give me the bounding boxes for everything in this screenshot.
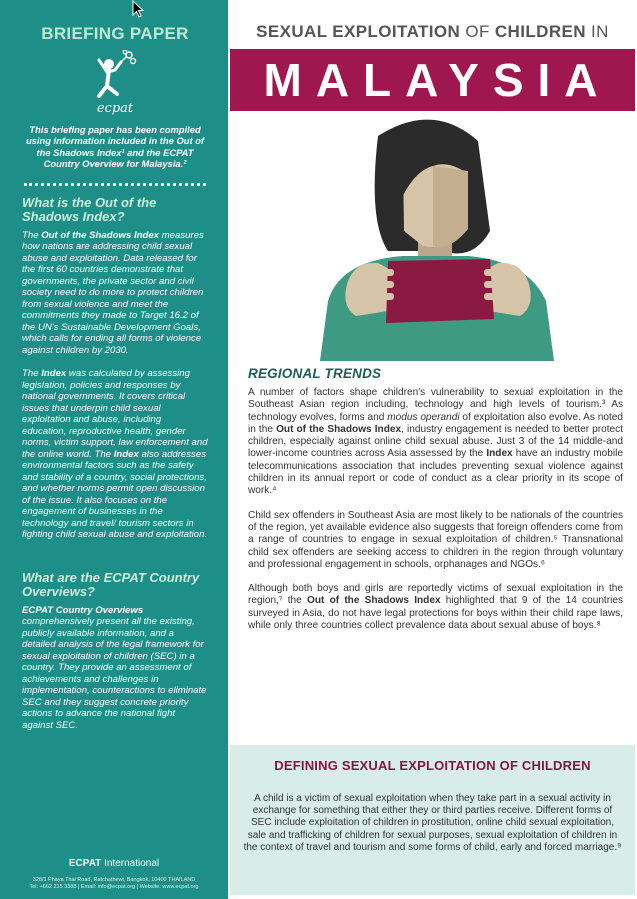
sidebar [0, 0, 228, 899]
headline: SEXUAL EXPLOITATION OF CHILDREN IN [256, 22, 609, 41]
defining-heading: DEFINING SEXUAL EXPLOITATION OF CHILDREN [274, 758, 591, 773]
ecpat-logo [22, 50, 208, 120]
overviews-paragraph: ECPAT Country Overviews comprehensively present all the existing, publicly available information, and a detailed analysis of the legal framework for sexual exploitation of children (SEC) in a country. They provide an assessment of achievements and challenges in implementation, counteractions to eliminate SEC and they suggest concrete priority actions to advance the national fight against SEC. [22, 604, 207, 731]
logo-text: ecpat [96, 101, 134, 116]
sidebar-footer [0, 858, 228, 891]
mouse-pointer-icon [132, 0, 146, 18]
regional-trends-section [248, 366, 623, 632]
oots-paragraph-1: The Out of the Shadows Index measures how nations are addressing child sexual abuse and exploitation. Data released for the first 60 countries demonstrate that governments, the private sector and civil society need to do more to protect children from sexual violence and meet the commitments they made to Target 16.2 of the UN's Sustainable Development Goals, which calls for ending all forms of violence against children by 2030. [22, 229, 204, 356]
defining-sec-box [230, 745, 635, 895]
regional-paragraph-2: Child sex offenders in Southeast Asia are most likely to be nationals of the countries of the region, yet available evidence also suggests that foreign offenders come from a range of countries to engage in sexual exploitation of children.⁵ Transnational child sex offenders are seeking access to children in the region through voluntary and professional engagement in schools, orphanages and NGOs.⁶ [248, 509, 623, 570]
org-address: 328/1 Phaya Thai Road, Ratchathewi, Bangkok, 10400 THAILAND Tel: +662 215 3388 | Email: info@ecpat.org | Website: www.ecpat.org [29, 877, 199, 890]
ecpat-logo-icon [85, 50, 145, 116]
country-banner [230, 49, 635, 111]
girl-with-phone-illustration [228, 111, 637, 361]
org-name: ECPAT International [68, 858, 160, 869]
regional-paragraph-3: Although both boys and girls are reportedly victims of sexual exploitation in the region,⁷ the Out of the Shadows Index highlighted that 9 of the 14 countries surveyed in Asia, do not have legal protections for boys within their child rape laws, while only three countries collect prevalence data about sexual abuse of boys.⁸ [248, 583, 624, 632]
defining-text: A child is a victim of sexual exploitation when they take part in a sexual activity in exchange for something that either they or third parties receive. Different forms of SEC include exploitation of children in prostitution, online child sexual exploitation, sale and trafficking of children for sexual purposes, sexual exploitation of children in the context of travel and tourism and some forms of child, early and forced marriage.⁹ [243, 793, 622, 853]
briefing-paper-title: BRIEFING PAPER [41, 24, 189, 43]
regional-paragraph-1: A number of factors shape children's vulnerability to sexual exploitation in the Southeast Asian region including, technology and high levels of tourism.³ As technology evolves, forms and modus operandi of exploitation also evolve. As noted in the Out of the Shadows Index, industry engagement is needed to better protect children, especially against online child sexual abuse. Just 3 of the 14 middle-and lower-income countries across Asia assessed by the Index have an industry mobile telecommunications association that includes preventing sexual violence against children in its annual report or code of conduct as a clear priority in its scope of work.⁴ [248, 387, 624, 497]
oots-paragraph-2: The Index was calculated by assessing legislation, policies and responses by national governments. It covers critical issues that underpin child sexual exploitation and abuse, including education, reproductive health, gender norms, victim support, law enforcement and the online world. The Index also addresses environmental factors such as the safety and stability of a country, social protections, and whether norms permit open discussion of the issue. It also focuses on the engagement of businesses in the technology and travel/ tourism sectors in fighting child sexual abuse and exploitation. [22, 368, 208, 541]
country-name: MALAYSIA [263, 54, 612, 106]
regional-trends-heading: REGIONAL TRENDS [248, 366, 382, 381]
dotted-divider [24, 183, 206, 186]
oots-heading: What is the Out of the Shadows Index? [22, 194, 157, 224]
main-content [228, 0, 637, 899]
overviews-heading: What are the ECPAT Country Overviews? [22, 569, 200, 599]
intro-text: This briefing paper has been compiled using information included in the Out of the Shadows Index¹ and the ECPAT Country Overview for Malaysia.² [25, 124, 205, 170]
